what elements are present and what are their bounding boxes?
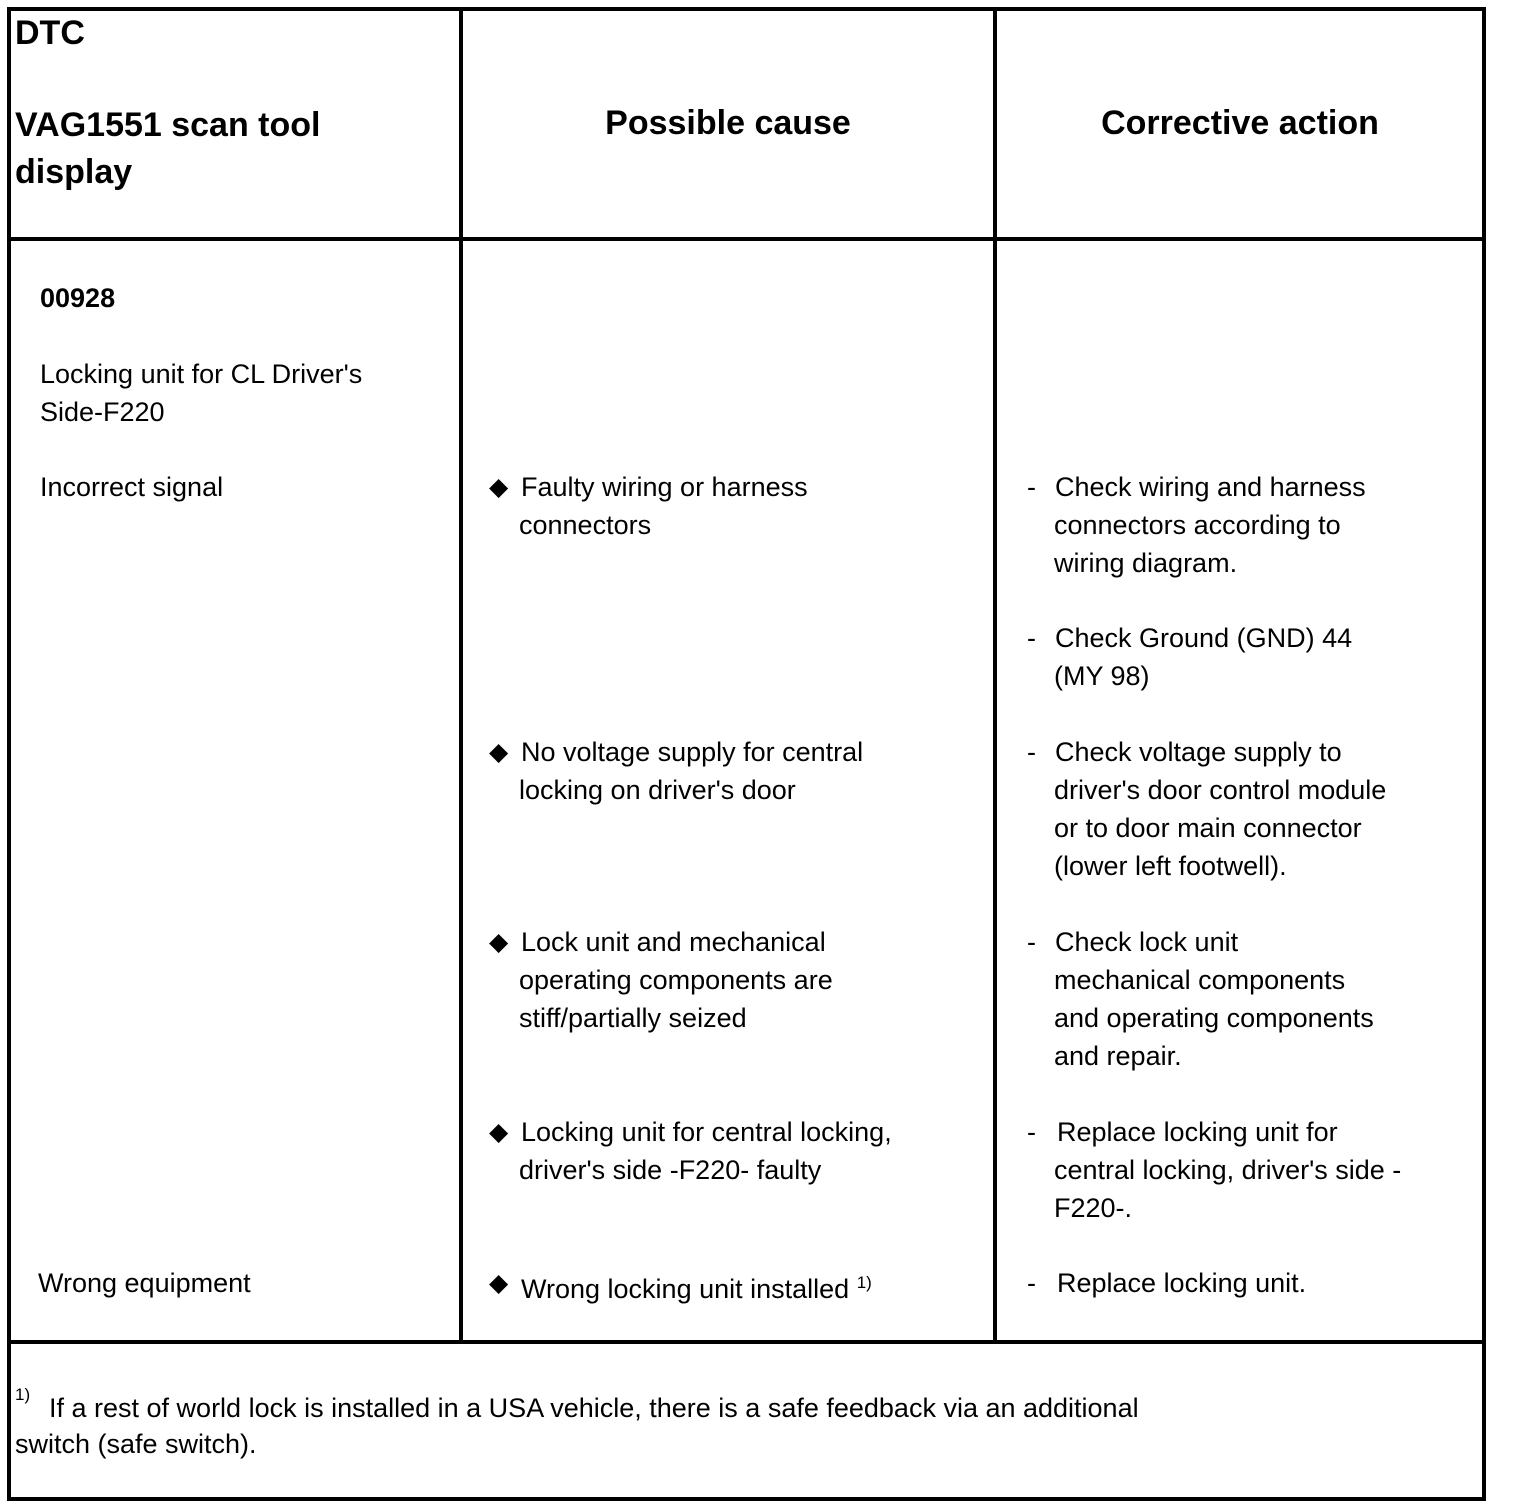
dash-marker: -	[1027, 737, 1036, 767]
action-line: (lower left footwell).	[1054, 851, 1287, 881]
dash-marker: -	[1027, 623, 1036, 653]
dash-marker: -	[1027, 927, 1036, 957]
action-line: connectors according to	[1054, 510, 1341, 540]
dash-marker: -	[1027, 1268, 1036, 1298]
action-line: and operating components	[1054, 1003, 1374, 1033]
diamond-bullet-icon: ◆	[489, 928, 509, 956]
dtc-name-line1: Locking unit for CL Driver's	[40, 359, 363, 389]
diamond-bullet-icon: ◆	[489, 738, 509, 766]
header-dtc-subtitle-line2: display	[15, 153, 133, 191]
action-line: driver's door control module	[1054, 775, 1387, 805]
footnote-marker: 1)	[15, 1385, 31, 1404]
cause-line: Locking unit for central locking,	[521, 1117, 892, 1147]
action-line: Check lock unit	[1055, 927, 1239, 957]
action-line: Replace locking unit.	[1057, 1268, 1307, 1298]
footnote-line2: switch (safe switch).	[15, 1429, 257, 1459]
cause-line: Lock unit and mechanical	[521, 927, 826, 957]
action-line: mechanical components	[1054, 965, 1346, 995]
dtc-name-line2: Side-F220	[40, 397, 165, 427]
dtc-code: 00928	[40, 283, 116, 313]
footnote-divider	[7, 1340, 1486, 1344]
action-line: wiring diagram.	[1054, 548, 1238, 578]
action-line: Check Ground (GND) 44	[1055, 623, 1353, 653]
cause-line: locking on driver's door	[519, 775, 796, 805]
column-divider-2	[993, 7, 997, 1344]
header-divider	[7, 237, 1486, 241]
dash-marker: -	[1027, 1117, 1036, 1147]
action-line: and repair.	[1054, 1041, 1182, 1071]
action-line: Check wiring and harness	[1055, 472, 1366, 502]
dtc-fault-wrong-equipment: Wrong equipment	[38, 1268, 251, 1298]
footnote-reference: 1)	[856, 1273, 872, 1292]
header-dtc-title: DTC	[15, 14, 85, 52]
footnote-line1: If a rest of world lock is installed in a USA vehicle, there is a safe feedback via an additional	[49, 1393, 1139, 1423]
header-possible-cause: Possible cause	[605, 104, 851, 142]
dtc-fault-incorrect-signal: Incorrect signal	[40, 472, 224, 502]
action-line: or to door main connector	[1054, 813, 1362, 843]
action-line: central locking, driver's side -	[1054, 1155, 1402, 1185]
cause-line: Wrong locking unit installed $^{1)}$	[521, 1273, 872, 1304]
cause-line: No voltage supply for central	[521, 737, 864, 767]
cause-line: operating components are	[519, 965, 833, 995]
cause-line: driver's side -F220- faulty	[519, 1155, 822, 1185]
column-divider-1	[459, 7, 463, 1344]
diamond-bullet-icon: ◆	[489, 1118, 509, 1146]
cause-line: connectors	[519, 510, 652, 540]
cause-line: stiff/partially seized	[519, 1003, 747, 1033]
action-line: (MY 98)	[1054, 661, 1150, 691]
action-line: F220-.	[1054, 1193, 1133, 1223]
header-corrective-action: Corrective action	[1101, 104, 1379, 142]
action-line: Check voltage supply to	[1055, 737, 1342, 767]
action-line: Replace locking unit for	[1057, 1117, 1338, 1147]
diamond-bullet-icon: ◆	[489, 1269, 509, 1297]
dash-marker: -	[1027, 472, 1036, 502]
diamond-bullet-icon: ◆	[489, 473, 509, 501]
header-dtc-subtitle-line1: VAG1551 scan tool	[15, 106, 321, 144]
cause-line: Faulty wiring or harness	[521, 472, 808, 502]
